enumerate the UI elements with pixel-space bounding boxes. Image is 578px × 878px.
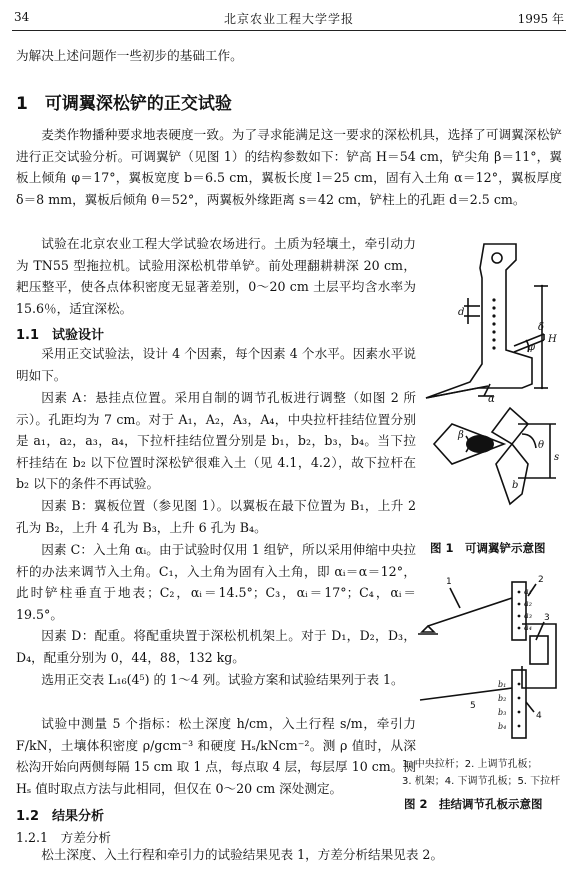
fig2-label-5: 5 — [470, 701, 476, 711]
measurement-paragraph: 试验中测量 5 个指标：松土深度 h/cm，入土行程 s/m，牵引力 F/kN，土壤体积密度 ρ/gcm⁻³ 和硬度 Hₛ/kNcm⁻²。测 ρ 值时，从深松沟开始向两侧每隔 15 cm 取 1 点，每点取 4 层，每层厚 10 cm。测 Hₛ 值时取点方法与此相同，但仅在 0～20 cm 深处测定。 — [16, 716, 416, 796]
fig1-label-theta: θ — [538, 440, 545, 451]
fig2-label-b4: b₄ — [498, 722, 507, 731]
fig2-label-1: 1 — [446, 577, 452, 587]
fig2-label-a4: a₄ — [524, 623, 532, 632]
fig2-label-a2: a₂ — [524, 599, 532, 608]
figure-1-caption: 图 1 可调翼铲示意图 — [430, 541, 546, 555]
fig2-label-b1: b₁ — [498, 680, 507, 689]
fig2-label-b3: b₃ — [498, 708, 507, 717]
factor-c-paragraph: 因素 C：入土角 αᵢ。由于试验时仅用 1 组铲，所以采用伸缩中央拉杆的办法来调节入土角。C₁，入土角为固有入土角，即 αᵢ＝α＝12°，此时铲柱垂直于地表；C₂，αᵢ＝14.5°；C₃，αᵢ＝17°；C₄，αᵢ＝19.5°。 — [16, 542, 416, 622]
section-1-title: 1 可调翼深松铲的正交试验 — [16, 94, 232, 114]
fig2-label-2: 2 — [538, 575, 544, 585]
page-number: 34 — [14, 10, 30, 24]
fig1-label-h: H — [548, 334, 557, 345]
figure-2-legend-line-1: 1. 中央拉杆；2. 上调节孔板； — [402, 759, 538, 770]
fig2-label-4: 4 — [536, 711, 542, 721]
journal-title: 北京农业工程大学学报 — [223, 12, 354, 26]
issue-year: 1995 年 — [517, 12, 564, 26]
fig1-label-d: d — [458, 307, 465, 318]
fig1-label-s: s — [554, 452, 560, 463]
fig2-label-a3: a₃ — [524, 611, 532, 620]
fig2-label-3: 3 — [544, 613, 550, 623]
figure-1-diagram — [418, 238, 568, 528]
figure-2-caption: 图 2 挂结调节孔板示意图 — [404, 797, 543, 811]
factor-d-paragraph: 因素 D：配重。将配重块置于深松机机架上。对于 D₁，D₂，D₃，D₄，配重分别为 0，44，88，132 kg。 — [16, 628, 416, 665]
intro-line: 为解决上述问题作一些初步的基础工作。 — [16, 48, 243, 63]
section-1-paragraph-1: 麦类作物播种要求地表硬度一致。为了寻求能满足这一要求的深松机具，选择了可调翼深松铲进行正交试验分析。可调翼铲（见图 1）的结构参数如下：铲高 H＝54 cm，铲尖角 β＝11°，翼板上倾角 φ＝17°，翼板宽度 b＝6.5 cm，翼板长度 l＝25 cm，固有入土角 α＝12°，翼板厚度 δ＝8 mm，翼板后倾角 θ＝52°，两翼板外缘距离 s＝42 cm，铲柱上的孔距 d＝2.5 cm。 — [16, 127, 562, 207]
orthogonal-table-paragraph: 选用正交表 L₁₆(4⁵) 的 1～4 列。试验方案和试验结果列于表 1。 — [41, 672, 404, 687]
header-rule — [12, 30, 566, 31]
fig1-label-b: b — [512, 480, 519, 491]
section-1-paragraph-2: 试验在北京农业工程大学试验农场进行。土质为轻壤土，牵引动力为 TN55 型拖拉机。试验用深松机带单铲。前处理翻耕耕深 20 cm，耙压整平，使各点体积密度无显著差别，0～20 cm 土层平均含水率为 15.6％，适宜深松。 — [16, 236, 416, 316]
fig2-label-b2: b₂ — [498, 694, 507, 703]
section-1-2-paragraph-1: 松土深度、入土行程和牵引力的试验结果见表 1，方差分析结果见表 2。 — [41, 847, 444, 862]
section-1-1-title: 1.1 试验设计 — [16, 328, 105, 343]
section-1-2-1-title: 1.2.1 方差分析 — [16, 830, 112, 845]
figure-2-diagram — [418, 570, 568, 745]
fig1-label-phi: φ — [528, 342, 536, 353]
figure-2-legend-line-2: 3. 机架；4. 下调节孔板；5. 下拉杆 — [402, 776, 561, 787]
factor-a-paragraph: 因素 A：悬挂点位置。采用自制的调节孔板进行调整（如图 2 所示）。孔距均为 7 cm。对于 A₁，A₂，A₃，A₄，中央拉杆挂结位置分别是 a₁，a₂，a₃，a₄，下拉杆挂结位置分别是 b₁，b₂，b₃，b₄。当下拉杆挂结在 b₂ 以下位置时深松铲很难入土（见 4.1，4.2），故下拉杆在 b₂ 以下的条件不再试验。 — [16, 390, 416, 492]
running-header — [14, 10, 564, 28]
figure-2-legend — [402, 756, 560, 790]
fig1-label-delta: δ — [538, 322, 545, 333]
fig1-label-beta: β — [458, 430, 464, 441]
fig1-label-alpha: α — [488, 394, 495, 405]
section-1-2-title: 1.2 结果分析 — [16, 809, 105, 824]
factor-b-paragraph: 因素 B：翼板位置（参见图 1）。以翼板在最下位置为 B₁，上升 2 孔为 B₂，上升 4 孔为 B₃，上升 6 孔为 B₄。 — [16, 498, 416, 535]
section-1-1-paragraph-1: 采用正交试验法，设计 4 个因素，每个因素 4 个水平。因素水平说明如下。 — [16, 346, 416, 383]
fig2-label-a1: a₁ — [524, 587, 532, 596]
